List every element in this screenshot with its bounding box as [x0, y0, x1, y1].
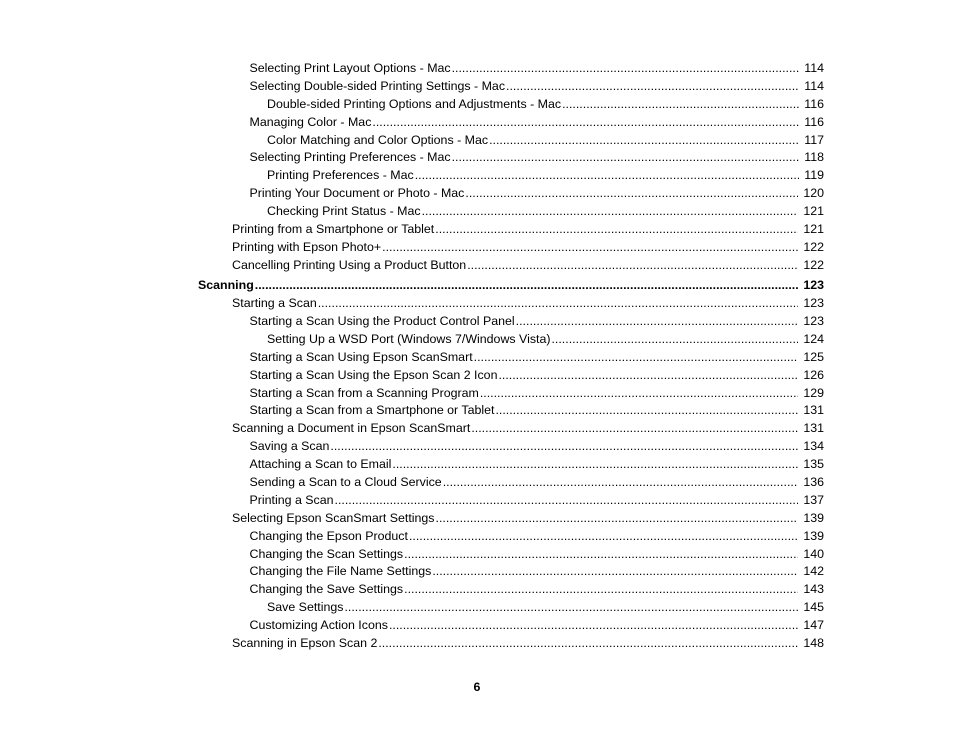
- toc-entry-title: Color Matching and Color Options - Mac: [267, 132, 489, 147]
- toc-entry-line: [250, 367, 825, 385]
- toc-entry-line: [250, 402, 825, 420]
- dot-leader: [452, 60, 800, 78]
- toc-entry-title: Scanning: [198, 277, 254, 292]
- toc-entry-page-number: 137: [803, 492, 824, 507]
- dot-leader: [409, 528, 798, 546]
- toc-entry[interactable]: [0, 546, 954, 564]
- toc-entry-title: Printing Your Document or Photo - Mac: [249, 186, 465, 201]
- dot-leader: [404, 546, 798, 564]
- toc-entry-page-number: 121: [803, 222, 824, 237]
- toc-entry[interactable]: [0, 167, 954, 185]
- toc-entry-title: Starting a Scan from a Scanning Program: [249, 385, 479, 400]
- toc-entry-title: Changing the Scan Settings: [249, 546, 404, 561]
- dot-leader: [372, 114, 799, 132]
- toc-entry-page-number: 114: [804, 78, 824, 93]
- toc-entry-page-number: 124: [803, 331, 824, 346]
- toc-entry-title: Printing a Scan: [249, 492, 334, 507]
- toc-entry-page-number: 121: [803, 204, 824, 219]
- toc-entry-page-number: 134: [803, 439, 824, 454]
- toc-entry[interactable]: [0, 96, 954, 114]
- toc-entry-title: Changing the File Name Settings: [249, 564, 432, 579]
- toc-entry[interactable]: [0, 438, 954, 456]
- toc-entry-line: [267, 167, 824, 185]
- toc-entry-page-number: 117: [804, 132, 824, 147]
- toc-entry-title: Starting a Scan: [232, 296, 317, 311]
- toc-entry-title: Saving a Scan: [249, 439, 330, 454]
- toc-entry[interactable]: [0, 239, 954, 257]
- toc-entry[interactable]: [0, 60, 954, 78]
- toc-entry-line: [232, 635, 824, 653]
- dot-leader: [389, 617, 798, 635]
- dot-leader: [435, 221, 798, 239]
- toc-entry-title: Customizing Action Icons: [249, 618, 388, 633]
- dot-leader: [392, 456, 798, 474]
- toc-entry-page-number: 131: [803, 403, 824, 418]
- toc-entry[interactable]: [0, 635, 954, 653]
- toc-entry-title: Starting a Scan Using the Product Control Panel: [249, 313, 515, 328]
- toc-entry-line: [198, 277, 824, 295]
- toc-entry[interactable]: [0, 474, 954, 492]
- toc-entry[interactable]: [0, 132, 954, 150]
- toc-entry-page-number: 123: [803, 313, 824, 328]
- toc-entry-line: [267, 203, 824, 221]
- toc-entry-line: [267, 132, 824, 150]
- dot-leader: [330, 438, 798, 456]
- dot-leader: [255, 277, 799, 295]
- dot-leader: [506, 78, 799, 96]
- dot-leader: [516, 313, 799, 331]
- toc-entry-page-number: 148: [803, 636, 824, 650]
- toc-entry-title: Printing with Epson Photo+: [232, 239, 382, 254]
- table-of-contents: [0, 60, 954, 653]
- dot-leader: [489, 132, 799, 150]
- toc-entry-line: [250, 185, 825, 203]
- toc-entry-page-number: 140: [803, 546, 824, 561]
- toc-entry-page-number: 125: [803, 349, 824, 364]
- toc-entry-line: [250, 349, 825, 367]
- toc-entry-page-number: 123: [803, 277, 824, 292]
- dot-leader: [344, 599, 798, 617]
- dot-leader: [452, 149, 800, 167]
- dot-leader: [415, 167, 800, 185]
- toc-entry-line: [250, 474, 825, 492]
- toc-entry-page-number: 116: [804, 114, 824, 129]
- toc-entry-title: Setting Up a WSD Port (Windows 7/Windows Vista): [267, 331, 551, 346]
- toc-entry-line: [250, 78, 825, 96]
- dot-leader: [382, 239, 798, 257]
- toc-entry[interactable]: [0, 599, 954, 617]
- dot-leader: [495, 402, 798, 420]
- toc-entry-page-number: 118: [804, 150, 824, 165]
- toc-chapter-entry[interactable]: [0, 277, 954, 295]
- dot-leader: [465, 185, 798, 203]
- toc-entry-line: [250, 385, 825, 403]
- toc-entry[interactable]: [0, 402, 954, 420]
- dot-leader: [474, 349, 799, 367]
- toc-entry[interactable]: [0, 221, 954, 239]
- toc-entry[interactable]: [0, 78, 954, 96]
- toc-entry-page-number: 131: [803, 421, 824, 436]
- toc-entry-page-number: 136: [803, 474, 824, 489]
- toc-entry-page-number: 126: [803, 367, 824, 382]
- toc-entry-page-number: 142: [803, 564, 824, 579]
- dot-leader: [404, 581, 798, 599]
- dot-leader: [422, 203, 799, 221]
- dot-leader: [443, 474, 799, 492]
- toc-entry-title: Printing Preferences - Mac: [267, 168, 414, 183]
- toc-entry-page-number: 123: [803, 296, 824, 311]
- toc-entry[interactable]: [0, 149, 954, 167]
- toc-entry[interactable]: [0, 492, 954, 510]
- toc-entry-title: Attaching a Scan to Email: [249, 457, 392, 472]
- dot-leader: [467, 257, 798, 275]
- toc-entry-line: [250, 546, 825, 564]
- dot-leader: [480, 385, 798, 403]
- toc-entry-title: Starting a Scan Using the Epson Scan 2 Icon: [249, 367, 498, 382]
- toc-entry-line: [250, 313, 825, 331]
- toc-entry-title: Starting a Scan from a Smartphone or Tablet: [249, 403, 495, 418]
- toc-entry-line: [232, 239, 824, 257]
- toc-entry-line: [250, 456, 825, 474]
- toc-entry-page-number: 116: [804, 96, 824, 111]
- toc-entry-title: Cancelling Printing Using a Product Button: [232, 257, 467, 272]
- toc-entry-title: Starting a Scan Using Epson ScanSmart: [249, 349, 473, 364]
- toc-entry[interactable]: [0, 313, 954, 331]
- dot-leader: [436, 510, 799, 528]
- toc-entry[interactable]: [0, 456, 954, 474]
- dot-leader: [432, 563, 798, 581]
- toc-entry[interactable]: [0, 114, 954, 132]
- toc-entry-page-number: 120: [803, 186, 824, 201]
- dot-leader: [318, 295, 799, 313]
- toc-entry-line: [250, 60, 825, 78]
- toc-entry-page-number: 129: [803, 385, 824, 400]
- toc-entry-title: Double-sided Printing Options and Adjustments - Mac: [267, 96, 562, 111]
- toc-entry-line: [250, 149, 825, 167]
- toc-entry[interactable]: [0, 295, 954, 313]
- toc-entry-line: [267, 331, 824, 349]
- toc-entry-page-number: 139: [803, 510, 824, 525]
- toc-entry-line: [250, 617, 825, 635]
- toc-entry[interactable]: [0, 257, 954, 275]
- toc-entry-line: [250, 492, 825, 510]
- toc-entry-line: [232, 257, 824, 275]
- toc-entry-page-number: 143: [803, 582, 824, 597]
- toc-entry-page-number: 147: [803, 618, 824, 633]
- toc-entry-title: Printing from a Smartphone or Tablet: [232, 222, 435, 237]
- toc-entry-page-number: 119: [804, 168, 824, 183]
- toc-entry-line: [267, 599, 824, 617]
- toc-entry-line: [232, 295, 824, 313]
- toc-entry[interactable]: [0, 563, 954, 581]
- toc-entry[interactable]: [0, 203, 954, 221]
- toc-entry[interactable]: [0, 385, 954, 403]
- dot-leader: [498, 367, 798, 385]
- toc-entry[interactable]: [0, 581, 954, 599]
- toc-entry-title: Changing the Epson Product: [249, 528, 408, 543]
- toc-entry-title: Sending a Scan to a Cloud Service: [249, 474, 442, 489]
- toc-entry-page-number: 145: [803, 600, 824, 615]
- toc-entry[interactable]: [0, 528, 954, 546]
- toc-entry-page-number: 139: [803, 528, 824, 543]
- toc-entry-title: Selecting Double-sided Printing Settings - Mac: [249, 78, 506, 93]
- toc-entry-title: Scanning a Document in Epson ScanSmart: [232, 421, 471, 436]
- toc-entry[interactable]: [0, 420, 954, 438]
- toc-entry[interactable]: [0, 349, 954, 367]
- toc-entry-line: [250, 581, 825, 599]
- toc-entry-line: [250, 528, 825, 546]
- toc-entry[interactable]: [0, 510, 954, 528]
- toc-entry[interactable]: [0, 185, 954, 203]
- toc-entry-line: [267, 96, 824, 114]
- toc-entry-line: [232, 510, 824, 528]
- dot-leader: [378, 635, 798, 653]
- dot-leader: [562, 96, 799, 114]
- toc-entry[interactable]: [0, 617, 954, 635]
- toc-entry-title: Save Settings: [267, 600, 344, 615]
- toc-entry-page-number: 114: [804, 61, 824, 75]
- toc-entry-page-number: 122: [803, 239, 824, 254]
- toc-entry-line: [232, 420, 824, 438]
- toc-entry-line: [250, 114, 825, 132]
- toc-entry-page-number: 122: [803, 257, 824, 272]
- dot-leader: [471, 420, 798, 438]
- toc-entry[interactable]: [0, 367, 954, 385]
- toc-entry-title: Changing the Save Settings: [249, 582, 404, 597]
- dot-leader: [335, 492, 799, 510]
- toc-entry-title: Managing Color - Mac: [249, 114, 372, 129]
- toc-entry-title: Selecting Printing Preferences - Mac: [249, 150, 451, 165]
- toc-entry[interactable]: [0, 331, 954, 349]
- toc-entry-line: [250, 438, 825, 456]
- page-number: 6: [473, 680, 481, 694]
- dot-leader: [551, 331, 798, 349]
- toc-entry-title: Scanning in Epson Scan 2: [232, 636, 378, 650]
- toc-entry-title: Checking Print Status - Mac: [267, 204, 421, 219]
- toc-entry-line: [232, 221, 824, 239]
- toc-entry-title: Selecting Print Layout Options - Mac: [249, 61, 451, 75]
- toc-entry-title: Selecting Epson ScanSmart Settings: [232, 510, 435, 525]
- toc-entry-line: [250, 563, 825, 581]
- toc-entry-page-number: 135: [803, 457, 824, 472]
